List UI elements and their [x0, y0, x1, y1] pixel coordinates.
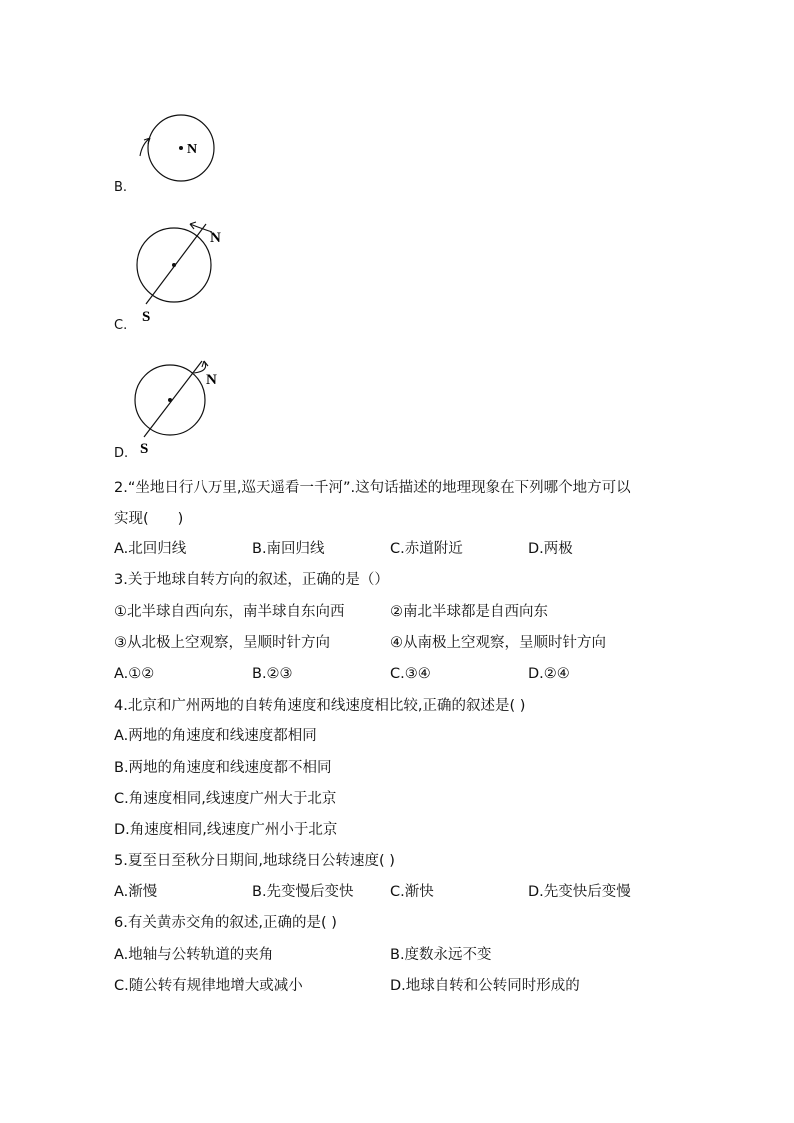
question-2-option-d[interactable]: D.两极 [528, 541, 573, 557]
figure-c-pole-s: S [142, 309, 151, 325]
question-3-option-d[interactable]: D.②④ [528, 666, 570, 682]
question-5-option-c[interactable]: C.渐快 [390, 884, 434, 900]
figure-b-label: B. [114, 180, 128, 195]
question-3-option-b[interactable]: B.②③ [252, 666, 293, 682]
question-2-stem-line-2: 实现( ) [114, 511, 184, 527]
figure-d-diagram [130, 355, 230, 455]
question-3-statement-3: ③从北极上空观察，呈顺时针方向 [114, 635, 330, 651]
question-2-stem-line-1: 2.“坐地日行八万里,巡天遥看一千河”.这句话描述的地理现象在下列哪个地方可以 [114, 480, 631, 496]
figure-d-label: D. [114, 446, 129, 461]
figure-b-diagram [130, 112, 220, 188]
question-4-stem: 4.北京和广州两地的自转角速度和线速度相比较,正确的叙述是( ) [114, 698, 526, 714]
question-2-option-a[interactable]: A.北回归线 [114, 541, 187, 557]
question-5-option-b[interactable]: B.先变慢后变快 [252, 884, 354, 900]
question-2-option-b[interactable]: B.南回归线 [252, 541, 325, 557]
question-3-statement-1: ①北半球自西向东，南半球自东向西 [114, 604, 345, 620]
figure-c-label: C. [114, 318, 128, 333]
question-5-option-d[interactable]: D.先变快后变慢 [528, 884, 631, 900]
figure-c-diagram [130, 220, 230, 328]
question-5-stem: 5.夏至日至秋分日期间,地球绕日公转速度( ) [114, 853, 395, 869]
figure-d-pole-s: S [140, 441, 149, 455]
question-3-statement-4: ④从南极上空观察，呈顺时针方向 [390, 635, 606, 651]
question-2-option-c[interactable]: C.赤道附近 [390, 541, 463, 557]
question-3-option-a[interactable]: A.①② [114, 666, 155, 682]
question-4-option-c[interactable]: C.角速度相同,线速度广州大于北京 [114, 791, 337, 807]
question-6-option-d[interactable]: D.地球自转和公转同时形成的 [390, 978, 580, 994]
question-6-option-b[interactable]: B.度数永远不变 [390, 947, 492, 963]
question-4-option-a[interactable]: A.两地的角速度和线速度都相同 [114, 728, 317, 744]
question-6-option-a[interactable]: A.地轴与公转轨道的夹角 [114, 947, 274, 963]
question-3-statement-2: ②南北半球都是自西向东 [390, 604, 548, 620]
question-5-option-a[interactable]: A.渐慢 [114, 884, 158, 900]
figure-d-pole-n: N [206, 372, 217, 388]
figure-b-pole-label: N [187, 142, 198, 157]
question-3-stem: 3.关于地球自转方向的叙述，正确的是（） [114, 572, 389, 588]
question-3-option-c[interactable]: C.③④ [390, 666, 431, 682]
figure-c-pole-n: N [210, 230, 221, 246]
question-6-stem: 6.有关黄赤交角的叙述,正确的是( ) [114, 915, 337, 931]
question-6-option-c[interactable]: C.随公转有规律地增大或减小 [114, 978, 303, 994]
question-4-option-b[interactable]: B.两地的角速度和线速度都不相同 [114, 760, 332, 776]
question-4-option-d[interactable]: D.角速度相同,线速度广州小于北京 [114, 822, 338, 838]
